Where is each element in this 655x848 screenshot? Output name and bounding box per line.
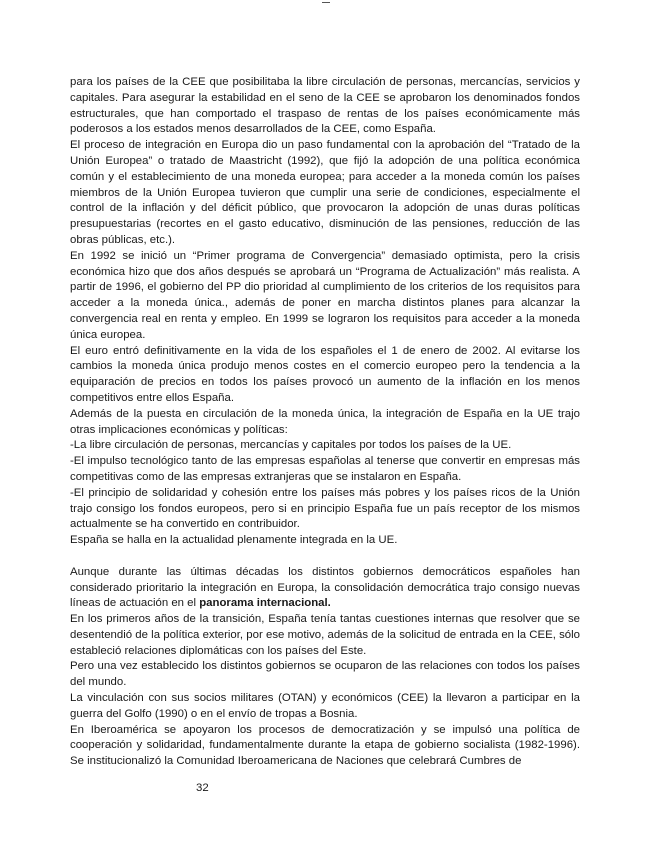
list-item: -La libre circulación de personas, mercancías y capitales por todos los países de la UE. xyxy=(70,439,512,452)
top-dash-mark xyxy=(322,2,330,3)
body-text xyxy=(70,75,580,770)
paragraph: Pero una vez establecido los distintos gobiernos se ocuparon de las relaciones con todos los países del mundo. xyxy=(70,660,580,689)
paragraph: para los países de la CEE que posibilitaba la libre circulación de personas, mercancías, servicios y capitales. Para asegurar la estabilidad en el seno de la CEE se aprobaron los denominados fondos estructurales, que han comportado el traspaso de rentas de los países económicamente más poderosos a los estados menos desarrollados de la CEE, como España. xyxy=(70,76,580,136)
paragraph: La vinculación con sus socios militares (OTAN) y económicos (CEE) la llevaron a participar en la guerra del Golfo (1990) o en el envío de tropas a Bosnia. xyxy=(70,692,580,720)
paragraph: El euro entró definitivamente en la vida de los españoles el 1 de enero de 2002. Al evitarse los cambios la moneda única produjo menos costes en el comercio europeo pero la tendencia a la equiparación de precios en todos los países provocó un aumento de la inflación en los menos competitivos entre ellos España. xyxy=(70,344,580,404)
paragraph: Además de la puesta en circulación de la moneda única, la integración de España en la UE trajo otras implicaciones económicas y políticas: xyxy=(70,407,580,436)
page-number: 32 xyxy=(196,782,209,794)
list-item: -El principio de solidaridad y cohesión entre los países más pobres y los países ricos de la Unión trajo consigo los fondos europeos, pero si en principio España fue un país receptor de los mismos actualmente se ha convertido en contribuidor. xyxy=(70,486,580,531)
paragraph-text: Aunque durante las últimas décadas los distintos gobiernos democráticos españoles han considerado prioritario la integración en Europa, la consolidación democrática trajo consigo nuevas líneas de actuación en el xyxy=(70,565,580,610)
paragraph-gap xyxy=(70,549,580,565)
list-item: -El impulso tecnológico tanto de las empresas españolas al tenerse que convertir en empresas más competitivas como de las empresas extranjeras que se instalaron en España. xyxy=(70,455,580,483)
paragraph: En los primeros años de la transición, España tenía tantas cuestiones internas que resolver que se desentendió de la política exterior, por ese motivo, además de la solicitud de entrada en la CEE, sólo estableció relaciones diplomáticas con los países del Este. xyxy=(70,613,580,657)
emphasis-text: panorama internacional. xyxy=(199,597,331,610)
paragraph: En Iberoamérica se apoyaron los procesos de democratización y se impulsó una política de cooperación y solidaridad, fundamentalmente durante la etapa de gobierno socialista (1982-1996). Se institucionalizó la Comunidad Iberoamericana de Naciones que celebrará Cumbres de xyxy=(70,723,580,768)
paragraph: En 1992 se inició un “Primer programa de Convergencia” demasiado optimista, pero la crisis económica hizo que dos años después se aprobará un “Programa de Actualización” más realista. A partir de 1996, el gobierno del PP dio prioridad al cumplimiento de los criterios de los requisitos para acceder a la moneda única., además de poner en marcha distintos planes para alcanzar la convergencia real en renta y empleo. En 1999 se lograron los requisitos para acceder a la moneda única europea. xyxy=(70,249,580,341)
paragraph xyxy=(70,565,580,612)
paragraph: El proceso de integración en Europa dio un paso fundamental con la aprobación del “Tratado de la Unión Europea” o tratado de Maastricht (1992), que fijó la adopción de una política económica común y el establecimiento de una moneda europea; para acceder a la moneda común los países miembros de la Unión Europea tuvieron que cumplir una serie de condiciones, especialmente el control de la inflación y del déficit público, que provocaron la adopción de unas duras políticas presupuestarias (recortes en el gasto educativo, disminución de las pensiones, reducción de las obras públicas, etc.). xyxy=(70,139,580,246)
paragraph: España se halla en la actualidad plenamente integrada en la UE. xyxy=(70,534,398,547)
